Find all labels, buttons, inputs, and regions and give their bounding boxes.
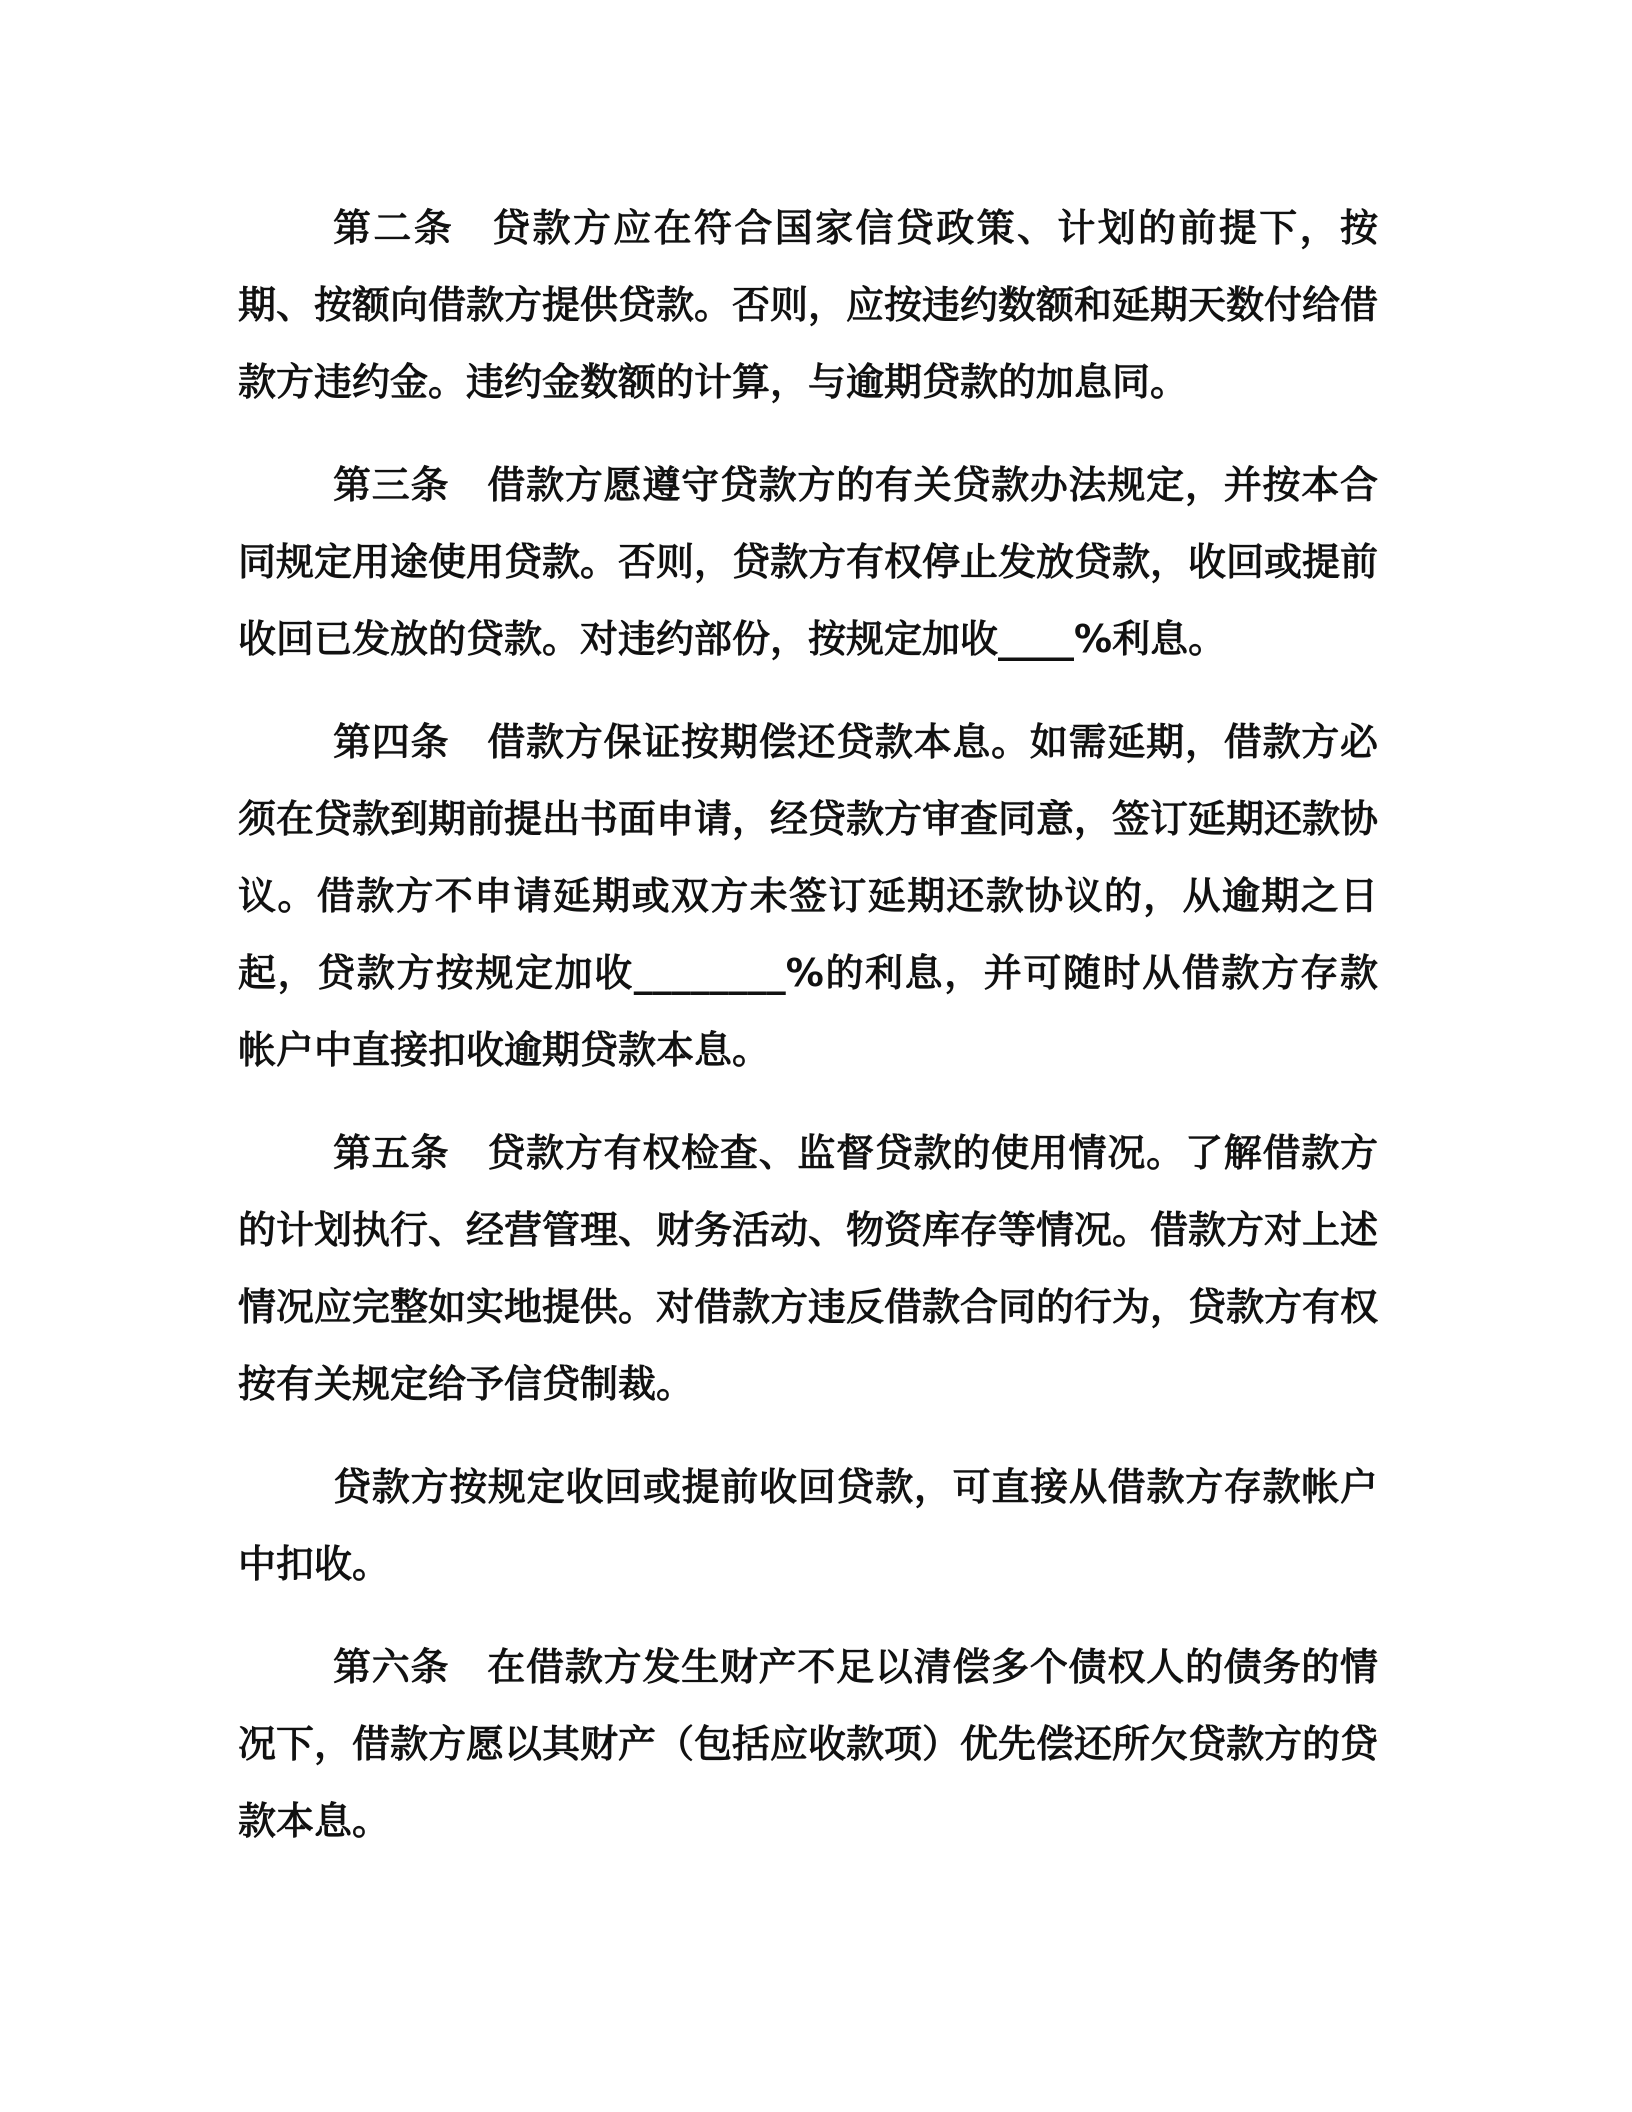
paragraph-text: 借款方愿遵守贷款方的有关贷款办法规定，并按本合同规定用途使用贷款。否则，贷款方有权停止发放贷款，收回或提前收回已发放的贷款。对违约部份，按规定加收____%利息。 (238, 463, 1379, 661)
paragraph-text: 贷款方有权检查、监督贷款的使用情况。了解借款方的计划执行、经营管理、财务活动、物资库存等情况。借款方对上述情况应完整如实地提供。对借款方违反借款合同的行为，贷款方有权按有关规定给予信贷制裁。 (238, 1131, 1379, 1406)
paragraph-text: 贷款方应在符合国家信贷政策、计划的前提下，按期、按额向借款方提供贷款。否则，应按违约数额和延期天数付给借款方违约金。违约金数额的计算，与逾期贷款的加息同。 (238, 206, 1379, 404)
article-number: 第四条 (333, 720, 450, 764)
paragraph-text: 借款方保证按期偿还贷款本息。如需延期，借款方必须在贷款到期前提出书面申请，经贷款方审查同意，签订延期还款协议。借款方不申请延期或双方未签订延期还款协议的，从逾期之日起，贷款方按规定加收________%的利息，并可随时从借款方存款帐户中直接扣收逾期贷款本息。 (238, 720, 1379, 1072)
paragraph-article-2 (238, 190, 1378, 421)
paragraph-article-6 (238, 1629, 1378, 1860)
article-number: 第三条 (333, 463, 450, 507)
document-body (238, 190, 1378, 1886)
paragraph-article-4 (238, 704, 1378, 1089)
paragraph-article-5 (238, 1115, 1378, 1423)
paragraph-text: 贷款方按规定收回或提前收回贷款，可直接从借款方存款帐户中扣收。 (238, 1465, 1378, 1586)
article-number: 第六条 (333, 1645, 450, 1689)
paragraph-text: 在借款方发生财产不足以清偿多个债权人的债务的情况下，借款方愿以其财产（包括应收款项）优先偿还所欠贷款方的贷款本息。 (238, 1645, 1379, 1843)
paragraph-article-3 (238, 447, 1378, 678)
article-number: 第二条 (333, 206, 455, 250)
paragraph-article-5-continued (238, 1449, 1378, 1603)
article-number: 第五条 (333, 1131, 450, 1175)
